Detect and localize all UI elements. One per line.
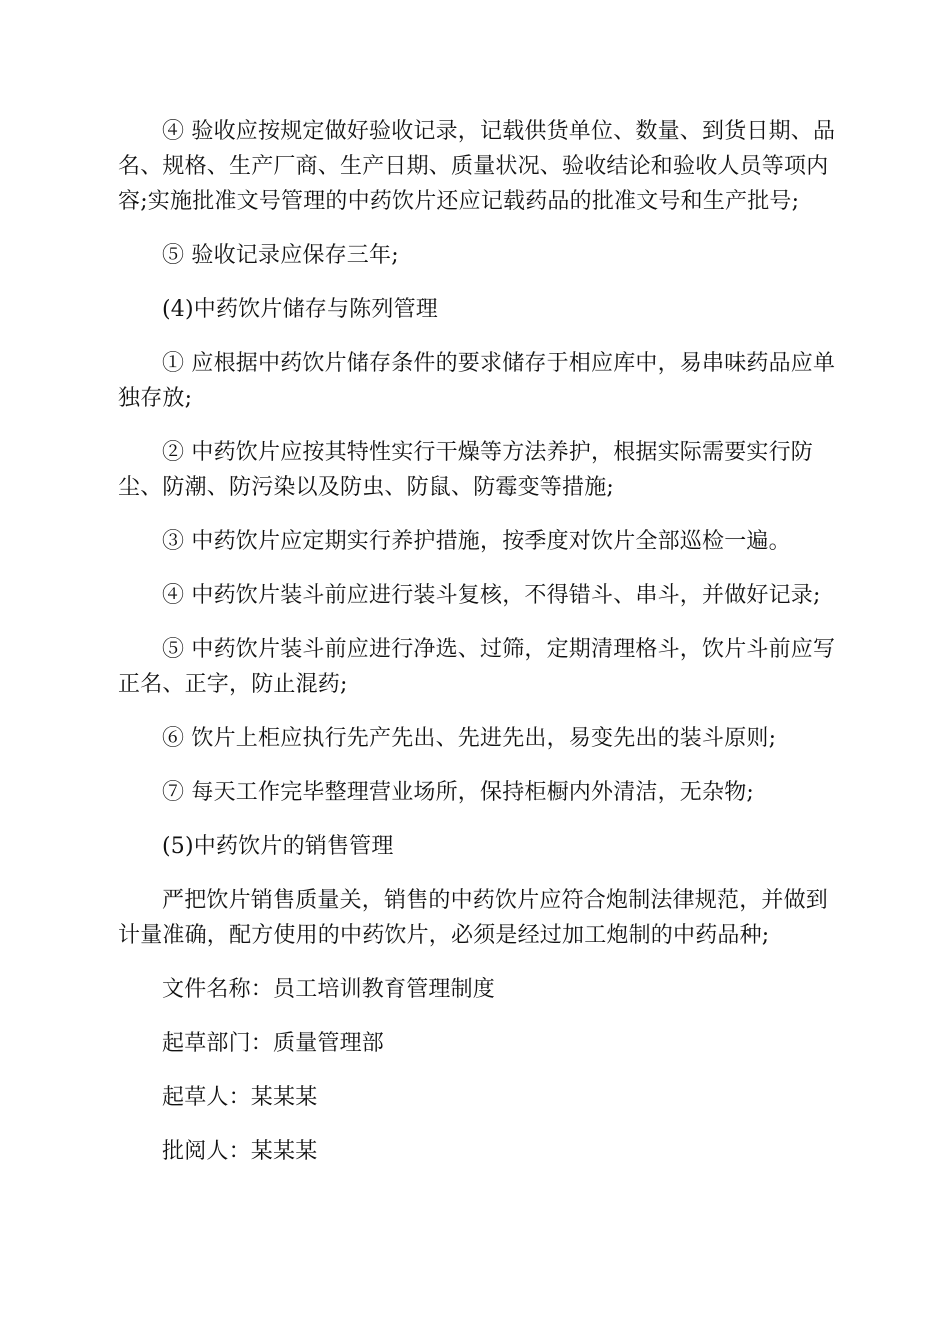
drafter-line: 起草人：某某某 xyxy=(162,1085,318,1110)
paragraph-bin-review: ④ 中药饮片装斗前应进行装斗复核，不得错斗、串斗，并做好记录; xyxy=(162,583,821,608)
drafting-department-line: 起草部门：质量管理部 xyxy=(162,1031,385,1056)
section-heading-sales: (5)中药饮片的销售管理 xyxy=(162,834,394,859)
paragraph-record-retention: ⑤ 验收记录应保存三年; xyxy=(162,243,399,268)
section-heading-storage: (4)中药饮片储存与陈列管理 xyxy=(162,297,438,322)
document-page xyxy=(118,114,838,1188)
paragraph-acceptance-record: ④ 验收应按规定做好验收记录，记载供货单位、数量、到货日期、品名、规格、生产厂商、生产日期、质量状况、验收结论和验收人员等项内容;实施批准文号管理的中药饮片还应记载药品的批准文号和生产批号; xyxy=(118,119,836,214)
paragraph-fifo-principle: ⑥ 饮片上柜应执行先产先出、先进先出，易变先出的装斗原则; xyxy=(162,726,777,751)
file-name-line: 文件名称：员工培训教育管理制度 xyxy=(162,977,496,1002)
paragraph-sales-quality: 严把饮片销售质量关，销售的中药饮片应符合炮制法律规范，并做到计量准确，配方使用的中药饮片，必须是经过加工炮制的中药品种; xyxy=(118,888,829,948)
paragraph-maintenance-methods: ② 中药饮片应按其特性实行干燥等方法养护，根据实际需要实行防尘、防潮、防污染以及防虫、防鼠、防霉变等措施; xyxy=(118,440,813,500)
paragraph-quarterly-inspection: ③ 中药饮片应定期实行养护措施，按季度对饮片全部巡检一遍。 xyxy=(162,529,791,554)
paragraph-cleaning-sieving: ⑤ 中药饮片装斗前应进行净选、过筛，定期清理格斗，饮片斗前应写正名、正字，防止混药; xyxy=(118,637,836,697)
paragraph-storage-conditions: ① 应根据中药饮片储存条件的要求储存于相应库中，易串味药品应单独存放; xyxy=(118,351,836,411)
reviewer-line: 批阅人：某某某 xyxy=(162,1139,318,1164)
paragraph-daily-cleanup: ⑦ 每天工作完毕整理营业场所，保持柜橱内外清洁，无杂物; xyxy=(162,780,755,805)
